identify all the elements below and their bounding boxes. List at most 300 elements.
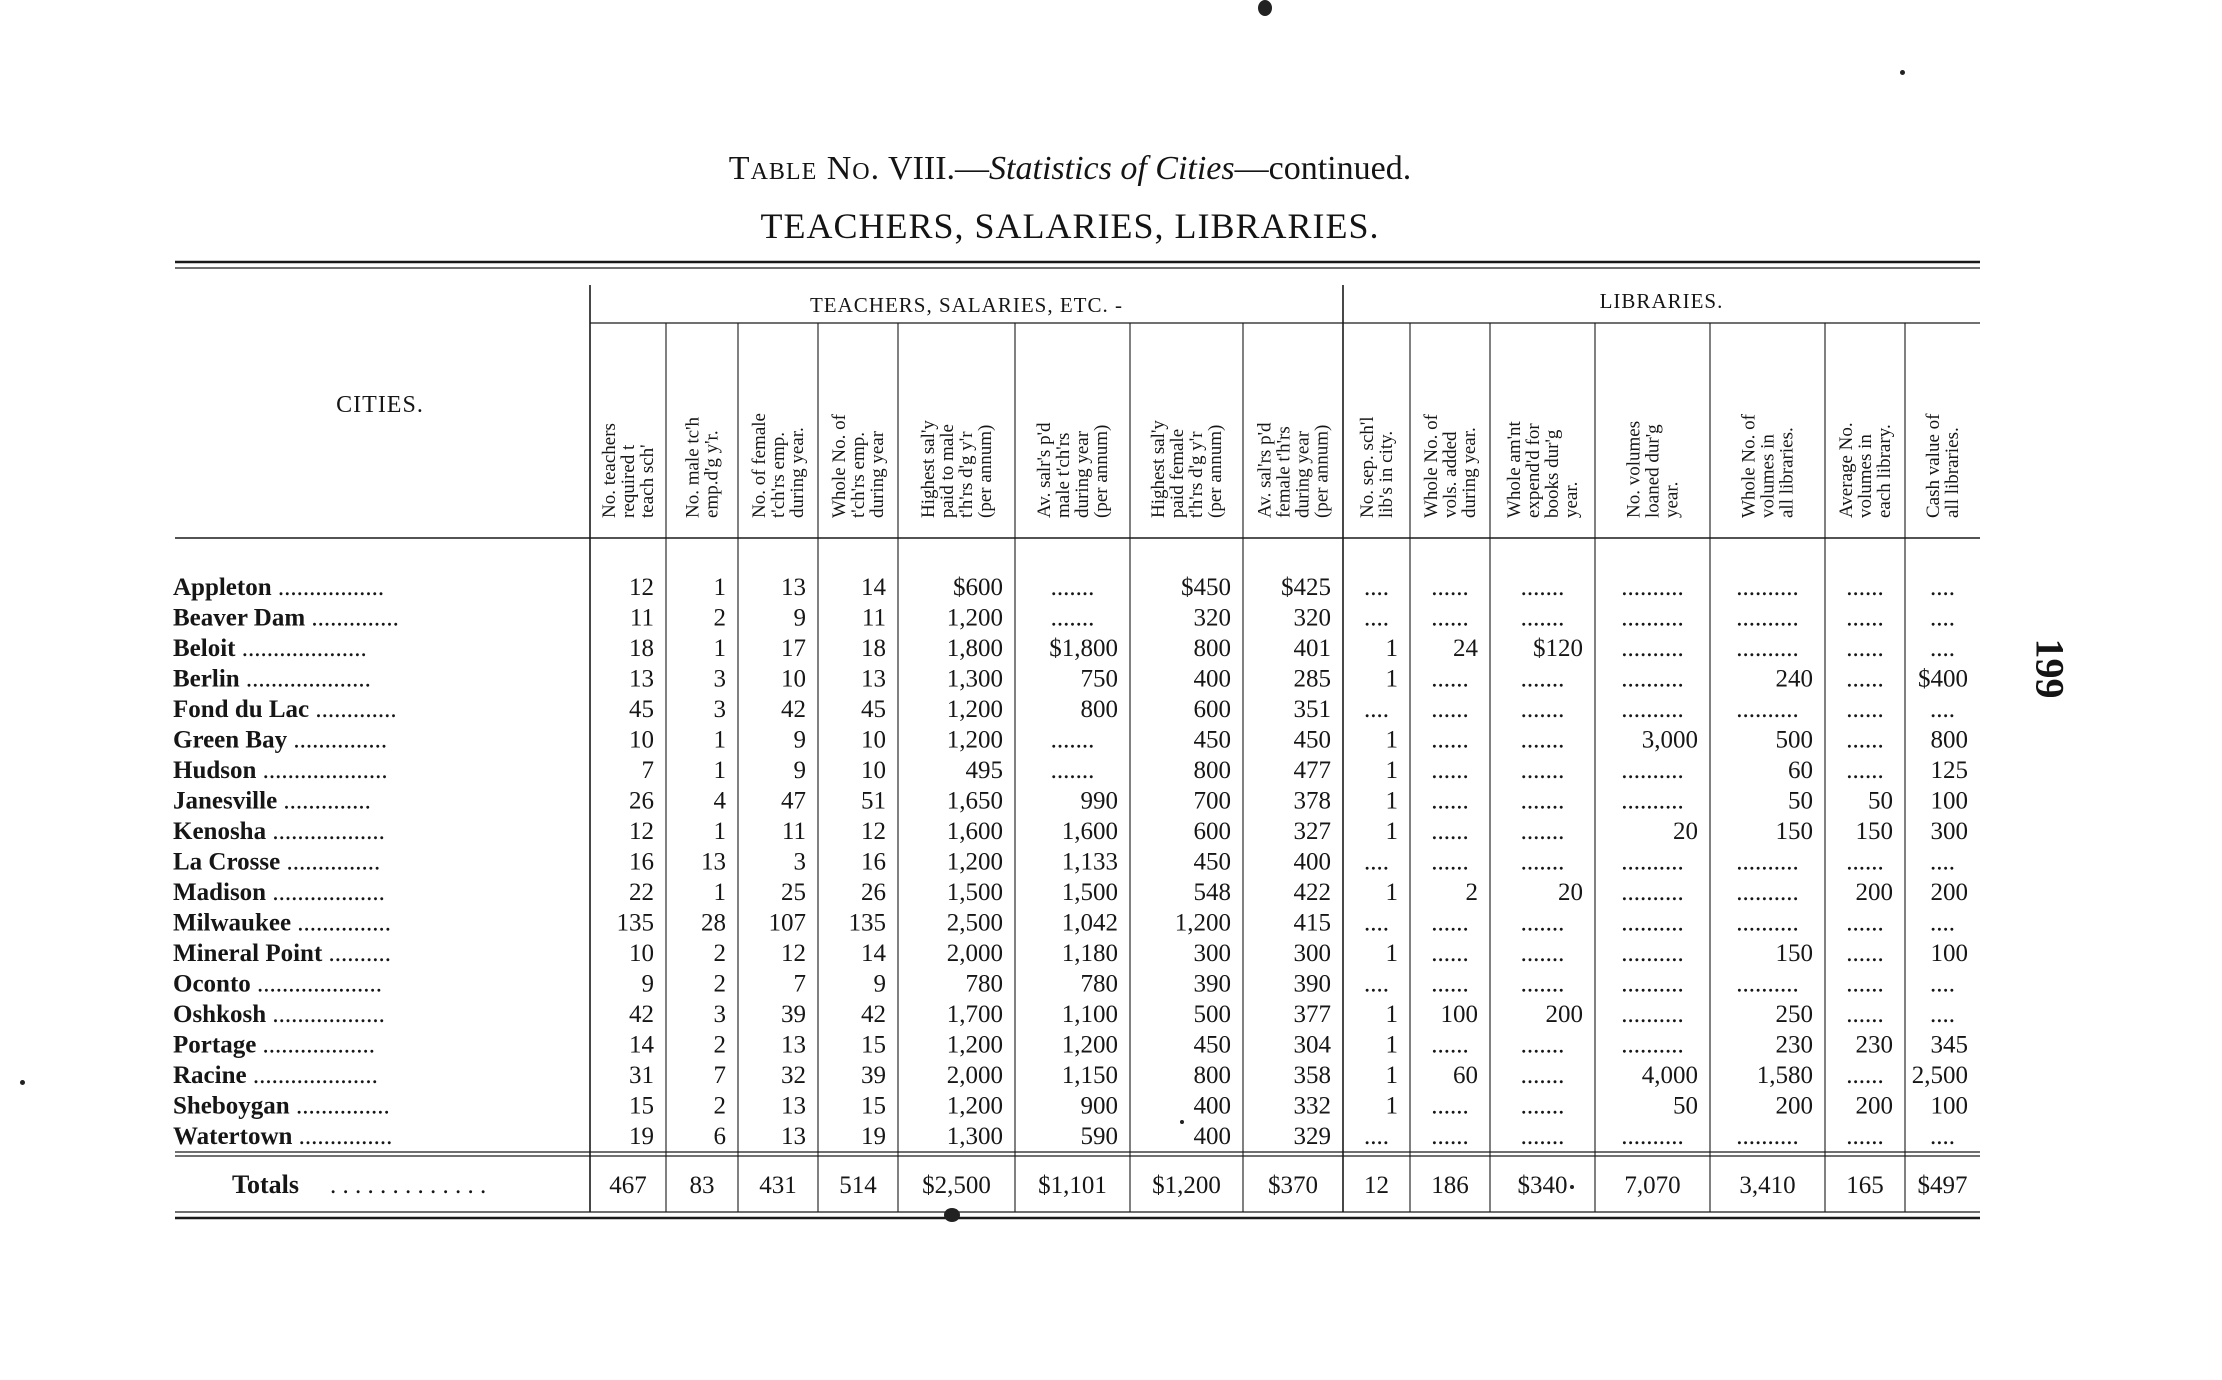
- table-cell: ......: [1431, 909, 1469, 937]
- table-cell: ..........: [1736, 879, 1799, 906]
- column-header: volumes in: [1757, 434, 1779, 518]
- table-cell: 1,800: [946, 635, 1003, 662]
- table-cell: 200: [1855, 1092, 1893, 1120]
- table-cell: 2: [713, 1092, 726, 1120]
- table-cell: 12: [629, 818, 654, 845]
- city-name: [173, 1001, 385, 1028]
- column-header: (per annum): [975, 424, 996, 518]
- table-cell: .......: [1520, 940, 1565, 967]
- table-cell: 13: [781, 574, 806, 601]
- table-cell: 60: [1788, 757, 1813, 784]
- table-cell: 100: [1930, 940, 1968, 967]
- table-cell: ......: [1431, 1092, 1469, 1120]
- table-cell: 2,500: [1911, 1062, 1968, 1089]
- table-cell: 12: [781, 940, 806, 967]
- table-cell: 2: [713, 1031, 726, 1059]
- table-cell: 19: [861, 1123, 886, 1150]
- table-cell: 14: [861, 574, 886, 601]
- table-cell: 18: [861, 635, 886, 662]
- table-cell: .......: [1520, 757, 1565, 784]
- table-cell: 32: [781, 1062, 806, 1089]
- table-cell: ....: [1364, 1123, 1389, 1150]
- table-cell: 200: [1855, 879, 1893, 906]
- table-cell: ......: [1846, 909, 1884, 937]
- column-header: teach sch': [637, 444, 658, 518]
- table-cell: 800: [1193, 757, 1231, 784]
- leader-dots: ....................: [246, 1062, 378, 1089]
- table-cell: 4,000: [1641, 1062, 1698, 1089]
- table-cell: $1,800: [1049, 635, 1118, 662]
- table-cell: ....: [1930, 1001, 1955, 1028]
- column-header: Av. sal'rs p'd: [1254, 422, 1276, 518]
- table-cell: 780: [965, 970, 1003, 998]
- column-header: year.: [1661, 481, 1683, 518]
- column-header: during year.: [1459, 427, 1480, 518]
- city-name: [173, 788, 371, 815]
- table-cell: 422: [1293, 879, 1331, 906]
- table-cell: ..........: [1621, 1031, 1684, 1059]
- city-name-text: Milwaukee: [173, 909, 292, 937]
- column-header: No. of female: [749, 413, 770, 518]
- column-header: Whole am'nt: [1504, 421, 1525, 518]
- city-name: [173, 940, 391, 967]
- table-cell: 7: [641, 757, 654, 784]
- table-cell: 1,500: [1061, 879, 1118, 906]
- totals-cell: $497: [1917, 1172, 1968, 1199]
- city-name-text: Oconto: [173, 970, 251, 998]
- leader-dots: .................: [271, 574, 385, 601]
- table-cell: ..........: [1736, 574, 1799, 601]
- column-header: all libraries.: [1942, 427, 1963, 518]
- city-name-text: Racine: [173, 1062, 247, 1089]
- totals-cell: $370: [1268, 1172, 1318, 1199]
- table-cell: ......: [1846, 940, 1884, 967]
- totals-cell: $1,200: [1152, 1172, 1221, 1199]
- column-header: expend'd for: [1523, 423, 1544, 518]
- table-cell: 400: [1193, 665, 1231, 693]
- table-cell: 42: [781, 696, 806, 723]
- table-cell: 13: [781, 1031, 806, 1059]
- table-cell: 135: [848, 909, 886, 937]
- city-name-text: Mineral Point: [173, 940, 323, 967]
- city-name: [173, 1093, 390, 1120]
- table-cell: 327: [1293, 818, 1331, 845]
- table-cell: ......: [1431, 848, 1469, 876]
- table-cell: 50: [1868, 787, 1893, 815]
- column-header: during year: [867, 430, 888, 518]
- table-cell: 300: [1193, 940, 1231, 967]
- table-cell: 19: [629, 1123, 654, 1150]
- leader-dots: ..............: [305, 604, 399, 632]
- table-cell: 2,000: [946, 940, 1003, 967]
- table-cell: .......: [1520, 1031, 1565, 1059]
- table-cell: ....: [1364, 574, 1389, 601]
- city-name: [173, 574, 384, 601]
- column-header: (per annum): [1205, 424, 1226, 518]
- table-cell: 22: [629, 879, 654, 906]
- table-cell: ..........: [1621, 909, 1684, 937]
- table-cell: 45: [629, 696, 654, 723]
- table-cell: 800: [1193, 1062, 1231, 1089]
- leader-dots: ..................: [266, 879, 385, 906]
- table-cell: 7: [713, 1062, 726, 1089]
- table-cell: 15: [629, 1092, 654, 1120]
- table-cell: ..........: [1621, 574, 1684, 601]
- table-cell: .......: [1520, 574, 1565, 601]
- table-cell: 3: [713, 1001, 726, 1028]
- column-header: during year: [1292, 430, 1314, 518]
- table-cell: 150: [1775, 818, 1813, 845]
- table-cell: $600: [953, 574, 1003, 601]
- table-cell: ....: [1930, 696, 1955, 723]
- table-cell: 11: [781, 818, 806, 845]
- table-cell: .......: [1520, 1062, 1565, 1089]
- city-name-text: Oshkosh: [173, 1001, 267, 1028]
- city-name: [173, 1062, 378, 1089]
- table-cell: ......: [1846, 757, 1884, 784]
- column-header: emp.d'g y'r.: [701, 430, 723, 518]
- table-cell: 450: [1193, 1031, 1231, 1059]
- table-cell: 1: [713, 879, 726, 906]
- table-cell: .......: [1520, 696, 1565, 723]
- table-cell: 2,500: [946, 909, 1003, 937]
- table-cell: ......: [1431, 757, 1469, 784]
- table-cell: 1,200: [946, 1092, 1003, 1120]
- table-cell: 50: [1673, 1092, 1698, 1120]
- table-cell: 1: [1385, 818, 1398, 845]
- table-cell: ..........: [1621, 940, 1684, 967]
- leader-dots: ...............: [289, 1092, 390, 1120]
- column-header: Highest sal'y: [918, 420, 939, 518]
- table-cell: 11: [629, 604, 654, 632]
- ink-speck: [1900, 70, 1905, 75]
- table-cell: .......: [1520, 604, 1565, 632]
- table-cell: 750: [1080, 665, 1118, 693]
- totals-cell: 83: [689, 1172, 715, 1199]
- column-header: Av. salr's p'd: [1034, 422, 1055, 518]
- table-cell: 1,200: [1061, 1031, 1118, 1059]
- table-cell: 7: [793, 970, 806, 998]
- table-cell: .......: [1520, 909, 1565, 937]
- table-cell: 500: [1775, 726, 1813, 754]
- group-header-libraries: LIBRARIES.: [1599, 289, 1724, 313]
- table-cell: 1,200: [1174, 909, 1231, 937]
- table-cell: 285: [1293, 665, 1331, 693]
- city-name-text: Hudson: [173, 757, 257, 784]
- totals-cell: 431: [759, 1172, 797, 1199]
- table-cell: ......: [1846, 1123, 1884, 1150]
- ink-speck: [20, 1080, 25, 1085]
- table-cell: 14: [861, 940, 886, 967]
- table-cell: 230: [1855, 1031, 1893, 1059]
- table-cell: 9: [793, 757, 806, 784]
- table-cell: 13: [781, 1092, 806, 1120]
- table-cell: 400: [1293, 848, 1331, 876]
- table-cell: 329: [1293, 1123, 1331, 1150]
- table-cell: .......: [1050, 726, 1095, 754]
- table-cell: 300: [1293, 940, 1331, 967]
- column-header: Average No.: [1836, 422, 1857, 518]
- table-cell: ......: [1431, 940, 1469, 967]
- table-cell: 400: [1193, 1092, 1231, 1120]
- table-cell: ....: [1364, 848, 1389, 876]
- table-cell: 9: [793, 726, 806, 754]
- column-header: (per annum): [1091, 424, 1112, 518]
- leader-dots: ..................: [266, 818, 385, 845]
- table-cell: 600: [1193, 818, 1231, 845]
- table-cell: .......: [1520, 1123, 1565, 1150]
- table-cell: 1,500: [946, 879, 1003, 906]
- table-cell: 1: [713, 757, 726, 784]
- table-cell: 450: [1293, 726, 1331, 754]
- table-cell: 2: [1465, 879, 1478, 906]
- table-cell: 1,600: [946, 818, 1003, 845]
- table-cell: 1,600: [1061, 818, 1118, 845]
- table-cell: ..........: [1621, 787, 1684, 815]
- table-cell: ....: [1364, 970, 1389, 998]
- table-cell: ......: [1846, 1062, 1884, 1089]
- table-subject: Statistics of Cities: [989, 150, 1235, 187]
- city-name-text: La Crosse: [173, 848, 281, 876]
- title-dash: —: [1234, 150, 1269, 187]
- table-cell: ......: [1431, 726, 1469, 754]
- totals-cell: 12: [1364, 1172, 1389, 1199]
- table-title-suffix: continued.: [1268, 150, 1412, 187]
- table-cell: 47: [781, 787, 806, 815]
- table-cell: 16: [629, 848, 654, 876]
- table-cell: 11: [861, 604, 886, 632]
- table-cell: 495: [965, 757, 1003, 784]
- city-name: [173, 910, 391, 937]
- column-header: t'ch'rs emp.: [848, 432, 869, 518]
- city-name: [173, 605, 399, 632]
- table-cell: 42: [629, 1001, 654, 1028]
- table-cell: 230: [1775, 1031, 1813, 1059]
- table-cell: $425: [1281, 574, 1331, 601]
- column-header: Whole No. of: [1421, 414, 1442, 518]
- table-cell: $400: [1918, 665, 1968, 693]
- table-cell: 3: [713, 696, 726, 723]
- table-cell: 50: [1788, 787, 1813, 815]
- table-cell: ......: [1431, 696, 1469, 723]
- table-title-prefix: Table No.: [728, 150, 881, 187]
- table-cell: 39: [861, 1062, 886, 1089]
- table-cell: 1,133: [1061, 848, 1118, 876]
- leader-dots: ..............: [277, 787, 371, 815]
- column-header: (per annum): [1311, 424, 1333, 518]
- ink-speck: [1258, 0, 1272, 16]
- totals-cell: 186: [1431, 1172, 1469, 1199]
- table-cell: 1: [1385, 1001, 1398, 1028]
- title-dash: —: [955, 150, 990, 187]
- table-cell: 401: [1293, 635, 1331, 662]
- totals-cell: $1,101: [1038, 1172, 1107, 1199]
- totals-cell: 7,070: [1624, 1172, 1681, 1199]
- column-header: No. teachers: [599, 423, 620, 518]
- table-cell: 125: [1930, 757, 1968, 784]
- city-name-text: Green Bay: [173, 726, 288, 754]
- ink-speck: [1180, 1120, 1184, 1124]
- table-cell: ..........: [1621, 635, 1684, 662]
- table-cell: 20: [1558, 879, 1583, 906]
- table-cell: .......: [1520, 665, 1565, 693]
- table-cell: 2: [713, 940, 726, 967]
- table-cell: ......: [1846, 696, 1884, 723]
- column-header: Highest sal'y: [1148, 420, 1169, 518]
- table-cell: 135: [616, 909, 654, 937]
- table-cell: 1,200: [946, 848, 1003, 876]
- table-cell: 13: [781, 1123, 806, 1150]
- table-cell: 548: [1193, 879, 1231, 906]
- table-cell: 1,650: [946, 787, 1003, 815]
- table-cell: 1: [1385, 726, 1398, 754]
- city-name-text: Appleton: [173, 574, 272, 601]
- table-cell: ..........: [1621, 970, 1684, 998]
- column-header: Cash value of: [1923, 413, 1944, 518]
- table-cell: 107: [768, 909, 806, 937]
- table-cell: 10: [861, 726, 886, 754]
- table-cell: 3: [793, 848, 806, 876]
- table-cell: ..........: [1621, 1123, 1684, 1150]
- totals-cell: $2,500: [922, 1172, 991, 1199]
- column-header: all libraries.: [1776, 427, 1798, 518]
- table-cell: ..........: [1736, 909, 1799, 937]
- table-cell: 990: [1080, 787, 1118, 815]
- column-header: No. volumes: [1623, 420, 1645, 518]
- column-header: volumes in: [1855, 434, 1876, 518]
- table-cell: ......: [1846, 1001, 1884, 1028]
- totals-cell: 165: [1846, 1172, 1884, 1199]
- city-name: [173, 635, 367, 662]
- column-header: year.: [1561, 481, 1582, 518]
- table-cell: ..........: [1621, 604, 1684, 632]
- column-header: during year: [1072, 430, 1093, 518]
- city-name: [173, 727, 387, 754]
- city-name-text: Beaver Dam: [173, 604, 306, 632]
- ink-speck: [944, 1208, 960, 1222]
- table-cell: ....: [1930, 604, 1955, 632]
- table-cell: 1: [1385, 1031, 1398, 1059]
- leader-dots: ....................: [239, 665, 371, 693]
- table-cell: 26: [629, 787, 654, 815]
- table-cell: 900: [1080, 1092, 1118, 1120]
- leader-dots: ...............: [287, 726, 388, 754]
- leader-dots: ..........: [322, 940, 392, 967]
- table-cell: ..........: [1621, 848, 1684, 876]
- table-cell: 60: [1453, 1062, 1478, 1089]
- table-cell: $120: [1533, 635, 1583, 662]
- table-cell: 1,700: [946, 1001, 1003, 1028]
- column-header: during year.: [787, 427, 808, 518]
- city-name: [173, 818, 385, 845]
- column-header: books dur'g: [1542, 429, 1563, 518]
- table-cell: 1,200: [946, 604, 1003, 632]
- table-cell: 1: [1385, 635, 1398, 662]
- table-cell: ..........: [1736, 604, 1799, 632]
- table-cell: .......: [1520, 787, 1565, 815]
- table-cell: ..........: [1621, 696, 1684, 723]
- table-cell: 26: [861, 879, 886, 906]
- table-cell: 9: [873, 970, 886, 998]
- table-cell: 10: [861, 757, 886, 784]
- table-cell: 18: [629, 635, 654, 662]
- table-cell: 320: [1293, 604, 1331, 632]
- table-cell: 24: [1453, 635, 1478, 662]
- city-name-text: Sheboygan: [173, 1092, 290, 1120]
- table-cell: ......: [1431, 574, 1469, 601]
- table-cell: .......: [1050, 757, 1095, 784]
- city-name: [173, 1032, 375, 1059]
- table-cell: 150: [1855, 818, 1893, 845]
- table-cell: 800: [1930, 726, 1968, 754]
- table-cell: .......: [1520, 818, 1565, 845]
- column-header: t'h'rs d'g y'r: [956, 431, 977, 518]
- table-cell: ....: [1930, 909, 1955, 937]
- table-cell: 390: [1293, 970, 1331, 998]
- table-cell: 17: [781, 635, 806, 662]
- table-cell: 45: [861, 696, 886, 723]
- table-cell: ......: [1431, 970, 1469, 998]
- table-cell: 15: [861, 1031, 886, 1059]
- table-cell: 2: [713, 604, 726, 632]
- leader-dots: .............: [309, 696, 397, 723]
- table-cell: ......: [1431, 665, 1469, 693]
- table-subtitle: TEACHERS, SALARIES, LIBRARIES.: [760, 206, 1380, 246]
- column-header: Whole No. of: [1738, 414, 1760, 518]
- column-header: Whole No. of: [829, 414, 850, 518]
- table-cell: 320: [1193, 604, 1231, 632]
- table-cell: ....: [1364, 909, 1389, 937]
- table-cell: 240: [1775, 665, 1813, 693]
- table-cell: 1,580: [1756, 1062, 1813, 1089]
- table-cell: ......: [1846, 665, 1884, 693]
- leader-dots: . . . . . . . . . . . . .: [330, 1172, 487, 1199]
- table-cell: 1,150: [1061, 1062, 1118, 1089]
- table-cell: 1,200: [946, 726, 1003, 754]
- table-cell: 31: [629, 1062, 654, 1089]
- table-cell: 13: [861, 665, 886, 693]
- table-cell: $450: [1181, 574, 1231, 601]
- city-name: [173, 971, 382, 998]
- column-header: t'ch'rs emp.: [768, 432, 789, 518]
- table-cell: .......: [1050, 574, 1095, 601]
- table-cell: 14: [629, 1031, 654, 1059]
- table-cell: 780: [1080, 970, 1118, 998]
- table-cell: 3: [713, 665, 726, 693]
- column-header: lib's in city.: [1376, 430, 1397, 518]
- table-cell: ..........: [1621, 1001, 1684, 1028]
- table-cell: 390: [1193, 970, 1231, 998]
- table-cell: 25: [781, 879, 806, 906]
- table-cell: 1,100: [1061, 1001, 1118, 1028]
- table-cell: 200: [1930, 879, 1968, 906]
- column-header: vols. added: [1440, 431, 1461, 518]
- table-cell: 100: [1930, 1092, 1968, 1120]
- table-cell: 51: [861, 787, 886, 815]
- table-cell: 39: [781, 1001, 806, 1028]
- city-name: [173, 696, 397, 723]
- table-cell: 332: [1293, 1092, 1331, 1120]
- table-cell: 358: [1293, 1062, 1331, 1089]
- table-cell: ..........: [1736, 635, 1799, 662]
- table-cell: 12: [861, 818, 886, 845]
- table-cell: 13: [701, 848, 726, 876]
- table-cell: 9: [793, 604, 806, 632]
- table-cell: 351: [1293, 696, 1331, 723]
- city-name-text: Janesville: [173, 787, 278, 815]
- leader-dots: ...............: [280, 848, 381, 876]
- city-name-text: Beloit: [173, 635, 236, 662]
